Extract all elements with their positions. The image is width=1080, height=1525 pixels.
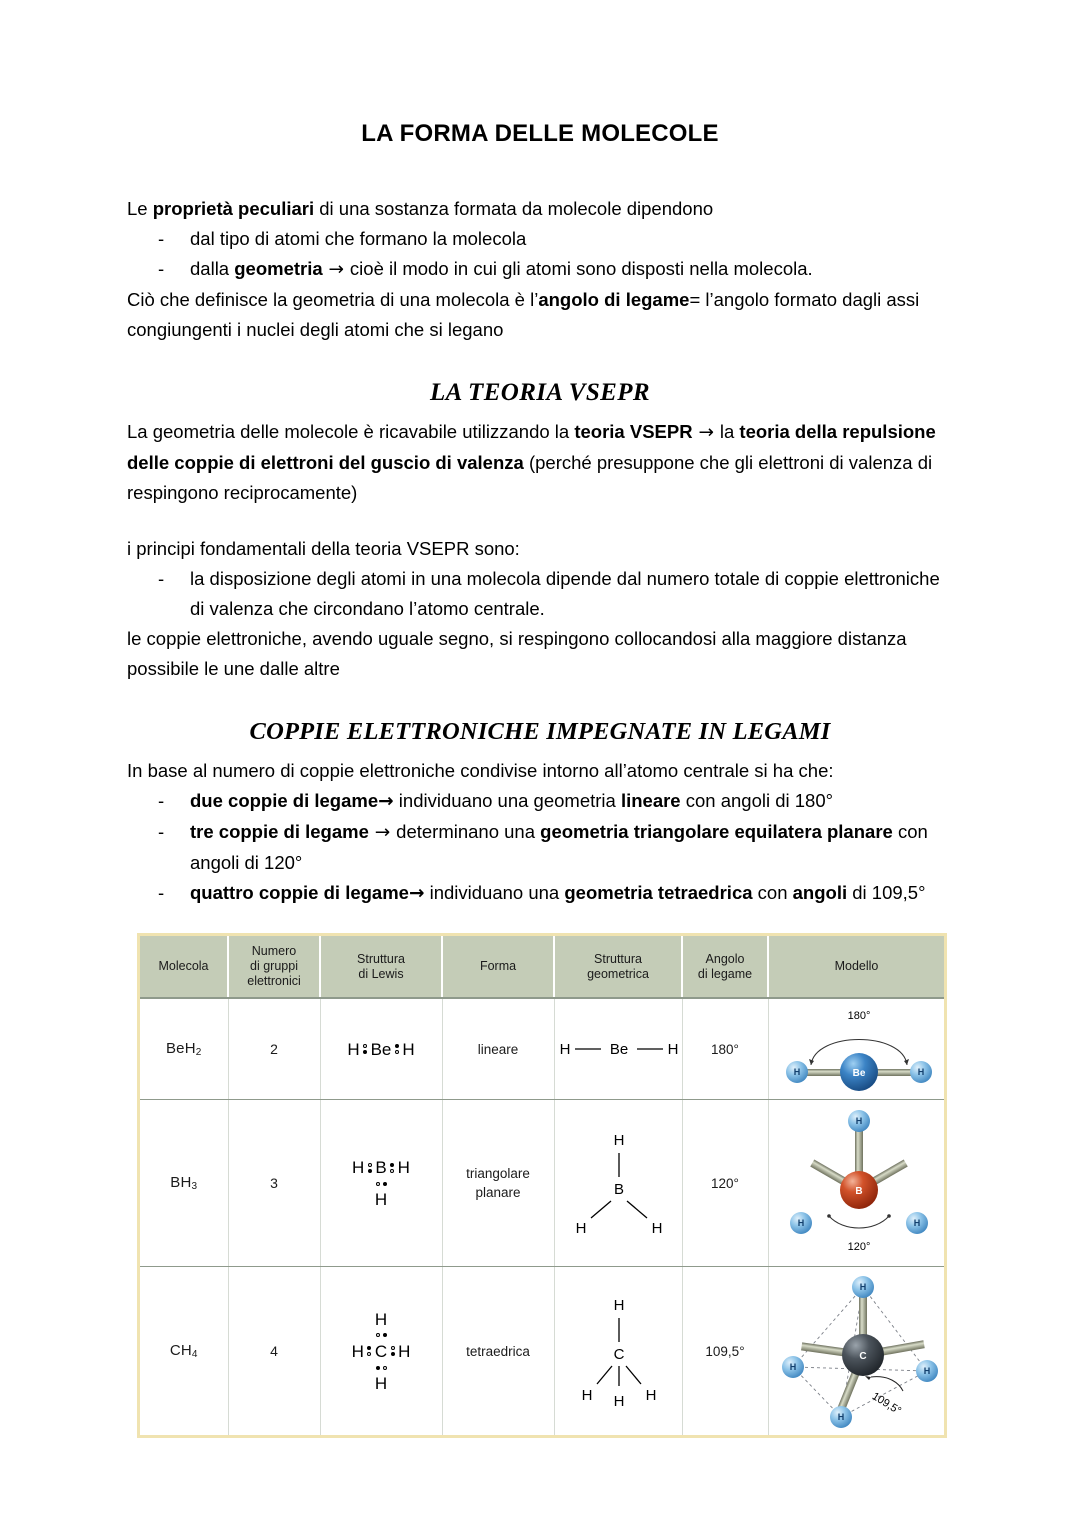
bond-angle: 120° xyxy=(711,1176,739,1191)
arrow-icon: → xyxy=(378,791,394,812)
filled-dot-icon xyxy=(367,1346,371,1350)
formula-base: BH xyxy=(170,1174,192,1191)
electron-pair-row xyxy=(351,1329,412,1340)
filled-dot-icon xyxy=(383,1182,387,1186)
lewis-structure-bh3 xyxy=(351,1157,411,1210)
header-line: Struttura xyxy=(594,951,642,966)
electron-pair-icon xyxy=(388,1158,397,1178)
geom-label-h-right: H xyxy=(645,1387,656,1404)
intro-bullet-2-plain-2: cioè il modo in cui gli atomi sono disposti nella molecola. xyxy=(349,258,813,279)
model-center-label: C xyxy=(858,1351,867,1362)
vsepr-paragraph-3: le coppie elettroniche, avendo uguale segno, si respingono collocandosi alla maggiore distanza possibile le une dalle altre xyxy=(127,628,907,679)
formula-subscript: 2 xyxy=(195,1047,202,1058)
cell-forma xyxy=(442,1267,554,1436)
lewis-atom-central: B xyxy=(375,1158,387,1177)
formula-base: BeH xyxy=(165,1040,196,1057)
coppie-bullet-3 xyxy=(127,878,953,909)
geometry-diagram xyxy=(557,1032,681,1066)
molecule-formula xyxy=(170,1342,198,1359)
open-dot-icon xyxy=(391,1346,395,1350)
group-count: 2 xyxy=(270,1041,278,1057)
vsepr-bullet-1 xyxy=(127,564,953,624)
model-center-label: Be xyxy=(852,1068,865,1079)
model-hydrogen-label: H xyxy=(793,1067,800,1077)
electron-pair-icon xyxy=(376,1363,387,1372)
vsepr-bullet-list xyxy=(127,564,953,624)
filled-dot-icon xyxy=(368,1169,372,1173)
formula-subscript: 4 xyxy=(191,1349,198,1360)
lewis-atom-h-left: H xyxy=(347,1039,360,1059)
arrow-icon: → xyxy=(322,259,350,280)
arrow-head xyxy=(904,1059,909,1065)
model-hydrogen-label: H xyxy=(923,1366,930,1376)
intro-bullet-2 xyxy=(127,254,953,285)
electron-pair-icon xyxy=(361,1039,370,1059)
intro-lead-bold-1: proprietà peculiari xyxy=(152,198,315,219)
geom-label-center: Be xyxy=(609,1041,628,1058)
column-header-struttura-geometrica xyxy=(554,936,682,998)
vsepr-p1-bold-1: teoria VSEPR xyxy=(574,421,693,442)
electron-pair-icon xyxy=(376,1180,387,1189)
model-angle-label: 109,5° xyxy=(869,1390,903,1418)
cell-molecola xyxy=(140,1267,228,1436)
column-header-struttura-lewis xyxy=(320,936,442,998)
electron-pair-row xyxy=(351,1179,411,1190)
model-hydrogen-label: H xyxy=(913,1218,920,1228)
arrow-head xyxy=(809,1059,814,1065)
column-header-modello xyxy=(768,936,944,998)
arrow-icon: → xyxy=(368,822,397,843)
electron-pair-icon xyxy=(376,1330,387,1339)
shape-name: lineare xyxy=(477,1041,519,1057)
geometry-diagram xyxy=(557,1290,681,1412)
molecular-model-bh3 xyxy=(771,1104,943,1262)
bond-angle: 180° xyxy=(711,1042,739,1057)
section-title-vsepr: LA TEORIA VSEPR xyxy=(430,379,650,406)
table-row xyxy=(140,1100,944,1267)
geometric-structure-bh3 xyxy=(557,1125,680,1241)
lewis-atom-h-left: H xyxy=(351,1341,364,1361)
intro-closing xyxy=(127,285,953,345)
vsepr-p1-plain-3: (perché presuppone che gli elettroni di valenza di respingono reciprocamente) xyxy=(127,452,933,503)
table-row xyxy=(140,998,944,1100)
cell-struttura-lewis xyxy=(320,1100,442,1267)
coppie-bullet-1 xyxy=(127,786,953,817)
arc-endpoint xyxy=(827,1214,831,1218)
geom-label-h-right: H xyxy=(667,1041,678,1058)
model-angle-label: 180° xyxy=(847,1010,870,1022)
coppie-intro: In base al numero di coppie elettroniche condivise intorno all’atomo centrale si ha che: xyxy=(127,760,834,781)
bond-line xyxy=(597,1366,612,1384)
document-content xyxy=(127,120,953,1438)
model-hydrogen-label: H xyxy=(859,1282,866,1292)
open-dot-icon xyxy=(376,1333,380,1337)
coppie-b2-bold-1: tre coppie di legame xyxy=(190,821,369,842)
cell-molecola xyxy=(140,998,228,1100)
page-title: LA FORMA DELLE MOLECOLE xyxy=(361,120,719,147)
intro-bullet-list xyxy=(127,224,953,285)
geometric-structure-ch4 xyxy=(557,1290,680,1412)
dash-marker: - xyxy=(158,228,165,249)
coppie-b1-plain-1: individuano una geometria xyxy=(393,790,621,811)
open-dot-icon xyxy=(395,1050,399,1054)
open-dot-icon xyxy=(363,1044,367,1048)
column-header-angolo-legame xyxy=(682,936,768,998)
intro-bullet-1-text: dal tipo di atomi che formano la molecola xyxy=(190,228,527,249)
bond-angle: 109,5° xyxy=(705,1344,745,1359)
coppie-bullet-list xyxy=(127,786,953,909)
table-body xyxy=(140,998,944,1435)
cell-struttura-geometrica xyxy=(554,1267,682,1436)
geom-label-h-left: H xyxy=(559,1041,570,1058)
lewis-atom-central: Be xyxy=(370,1039,392,1059)
coppie-b1-bold-2: lineare xyxy=(620,790,681,811)
electron-pair-icon xyxy=(392,1039,401,1059)
header-line: Angolo xyxy=(705,951,745,966)
vsepr-bullet-1-text: la disposizione degli atomi in una molecola dipende dal numero totale di coppie elettroniche di valenza che circondano l’atomo centrale. xyxy=(190,568,940,619)
geom-label-h-left: H xyxy=(581,1387,592,1404)
geom-label-h-top: H xyxy=(613,1297,624,1314)
geom-label-center: B xyxy=(613,1181,624,1198)
open-dot-icon xyxy=(367,1352,371,1356)
formula-base: CH xyxy=(169,1342,192,1359)
vsepr-p1-bold-2: teoria della repulsione delle coppie di elettroni del guscio di valenza xyxy=(127,421,936,473)
cell-struttura-geometrica xyxy=(554,998,682,1100)
arc-endpoint xyxy=(887,1214,891,1218)
intro-bullet-1 xyxy=(127,224,953,254)
molecule-formula xyxy=(166,1040,202,1057)
intro-closing-plain-2: = l’angolo formato dagli assi congiungenti i nuclei degli atomi che si legano xyxy=(127,289,920,340)
cell-angolo xyxy=(682,1267,768,1436)
header-line: Numero xyxy=(251,944,297,958)
open-dot-icon xyxy=(376,1182,380,1186)
lewis-structure-beh2 xyxy=(346,1038,415,1060)
shape-name-line-2: planare xyxy=(475,1185,521,1200)
open-dot-icon xyxy=(390,1169,394,1173)
intro-closing-bold-1: angolo di legame xyxy=(538,289,690,310)
coppie-b3-bold-2: geometria tetraedrica xyxy=(564,882,753,903)
open-dot-icon xyxy=(383,1366,387,1370)
intro-bullet-2-bold-1: geometria xyxy=(234,258,323,279)
geom-label-h-left: H xyxy=(575,1220,586,1237)
cell-molecola xyxy=(140,1100,228,1267)
lewis-atom-central: C xyxy=(374,1341,388,1361)
vsepr-paragraph-1 xyxy=(127,417,953,508)
molecule-formula xyxy=(170,1174,197,1191)
coppie-b1-plain-2: con angoli di 180° xyxy=(680,790,834,811)
coppie-b3-plain-3: di 109,5° xyxy=(847,882,926,903)
molecular-model-beh2 xyxy=(771,1003,943,1095)
column-header-numero-gruppi xyxy=(228,936,320,998)
group-count: 4 xyxy=(270,1343,278,1359)
arrow-icon: → xyxy=(692,422,720,443)
cell-modello xyxy=(768,1267,944,1436)
intro-lead-plain-2: di una sostanza formata da molecole dipendono xyxy=(314,198,714,219)
filled-dot-icon xyxy=(395,1044,399,1048)
model-diagram xyxy=(771,1104,947,1262)
header-line: di gruppi xyxy=(250,959,298,973)
coppie-b3-plain-2: con xyxy=(752,882,793,903)
intro-lead xyxy=(127,194,953,224)
geom-label-h-bottom: H xyxy=(613,1393,624,1410)
bond-line xyxy=(591,1201,611,1218)
vsepr-p1-plain-2: la xyxy=(719,421,740,442)
coppie-b3-bold-1: quattro coppie di legame xyxy=(190,882,409,903)
cell-numero-gruppi xyxy=(228,998,320,1100)
header-line: elettronici xyxy=(247,974,301,988)
dash-marker: - xyxy=(158,821,165,842)
geom-label-h-right: H xyxy=(651,1220,662,1237)
lewis-structure-ch4 xyxy=(351,1309,412,1393)
model-center-label: B xyxy=(854,1186,863,1197)
filled-dot-icon xyxy=(390,1163,394,1167)
header-line: di legame xyxy=(697,966,753,981)
cell-struttura-lewis xyxy=(320,1267,442,1436)
model-angle-label: 120° xyxy=(847,1241,870,1253)
cell-numero-gruppi xyxy=(228,1100,320,1267)
cell-modello xyxy=(768,998,944,1100)
model-diagram xyxy=(771,1003,947,1095)
intro-bullet-2-plain-1: dalla xyxy=(190,258,235,279)
coppie-b3-bold-3: angoli xyxy=(792,882,848,903)
model-hydrogen-label: H xyxy=(789,1362,796,1372)
angle-arc xyxy=(871,1377,903,1391)
cell-struttura-geometrica xyxy=(554,1100,682,1267)
cell-forma xyxy=(442,1100,554,1267)
group-count: 3 xyxy=(270,1175,278,1191)
header-line: Modello xyxy=(834,959,879,973)
section-title-coppie: COPPIE ELETTRONICHE IMPEGNATE IN LEGAMI xyxy=(249,718,831,745)
cell-struttura-lewis xyxy=(320,998,442,1100)
dash-marker: - xyxy=(158,568,165,589)
table-row xyxy=(140,1267,944,1436)
filled-dot-icon xyxy=(391,1352,395,1356)
vsepr-p1-plain-1: La geometria delle molecole è ricavabile utilizzando la xyxy=(127,421,575,442)
geom-label-center: C xyxy=(613,1346,624,1363)
coppie-b1-bold-1: due coppie di legame xyxy=(190,790,379,811)
table-head xyxy=(140,936,944,998)
coppie-bullet-2 xyxy=(127,817,953,878)
shape-name-line-1: triangolare xyxy=(466,1166,530,1181)
formula-subscript: 3 xyxy=(191,1181,198,1192)
cell-numero-gruppi xyxy=(228,1267,320,1436)
filled-dot-icon xyxy=(363,1050,367,1054)
cell-modello xyxy=(768,1100,944,1267)
header-line: Struttura xyxy=(357,951,405,966)
lewis-atom-h-top: H xyxy=(374,1309,388,1329)
coppie-b2-plain-2: con angoli di 120° xyxy=(190,821,928,873)
electron-pair-icon xyxy=(365,1341,374,1361)
molecular-model-ch4 xyxy=(771,1271,943,1431)
vsepr-table-container xyxy=(137,933,947,1438)
dash-marker: - xyxy=(158,882,165,903)
bond-line xyxy=(627,1201,647,1218)
table-header-row xyxy=(140,936,944,998)
lewis-atom-h-left: H xyxy=(352,1158,365,1177)
arrow-head xyxy=(865,1376,871,1380)
model-diagram xyxy=(771,1271,947,1431)
header-line: Molecola xyxy=(158,959,209,973)
header-line: geometrica xyxy=(587,966,649,981)
column-header-forma xyxy=(442,936,554,998)
filled-dot-icon xyxy=(376,1366,380,1370)
intro-lead-plain-1: Le xyxy=(127,198,153,219)
electron-pair-icon xyxy=(388,1341,397,1361)
cell-angolo xyxy=(682,998,768,1100)
shape-name: tetraedrica xyxy=(466,1343,530,1359)
cell-forma xyxy=(442,998,554,1100)
electron-pair-row xyxy=(351,1362,412,1373)
model-hydrogen-label: H xyxy=(855,1116,862,1126)
lewis-atom-h-right: H xyxy=(402,1039,415,1059)
lewis-atom-h-bottom: H xyxy=(374,1373,388,1393)
arrow-icon: → xyxy=(408,883,425,904)
coppie-b2-plain-1: determinano una xyxy=(396,821,541,842)
geometric-structure-beh2 xyxy=(557,1032,680,1066)
intro-closing-plain-1: Ciò che definisce la geometria di una molecola è l’ xyxy=(127,289,539,310)
coppie-b2-bold-2: geometria triangolare equilatera planare xyxy=(540,821,893,842)
angle-arc xyxy=(829,1216,889,1228)
vsepr-table xyxy=(140,936,944,1435)
lewis-atom-h-right: H xyxy=(397,1158,410,1177)
model-hydrogen-label: H xyxy=(917,1067,924,1077)
cell-angolo xyxy=(682,1100,768,1267)
header-line: di Lewis xyxy=(358,966,404,981)
vsepr-paragraph-2: i principi fondamentali della teoria VSEPR sono: xyxy=(127,538,520,559)
lewis-atom-h-bottom: H xyxy=(374,1190,388,1209)
open-dot-icon xyxy=(368,1163,372,1167)
header-line: Forma xyxy=(479,959,517,973)
lewis-atom-h-right: H xyxy=(398,1341,411,1361)
model-hydrogen-label: H xyxy=(837,1412,844,1422)
bond-line xyxy=(626,1366,641,1384)
coppie-b3-plain-1: individuano una xyxy=(424,882,565,903)
electron-pair-icon xyxy=(365,1158,374,1178)
dash-marker: - xyxy=(158,258,165,279)
model-hydrogen-label: H xyxy=(797,1218,804,1228)
dash-marker: - xyxy=(158,790,165,811)
filled-dot-icon xyxy=(383,1333,387,1337)
geom-label-h-top: H xyxy=(613,1132,624,1149)
geometry-diagram xyxy=(557,1125,681,1241)
column-header-molecola xyxy=(140,936,228,998)
